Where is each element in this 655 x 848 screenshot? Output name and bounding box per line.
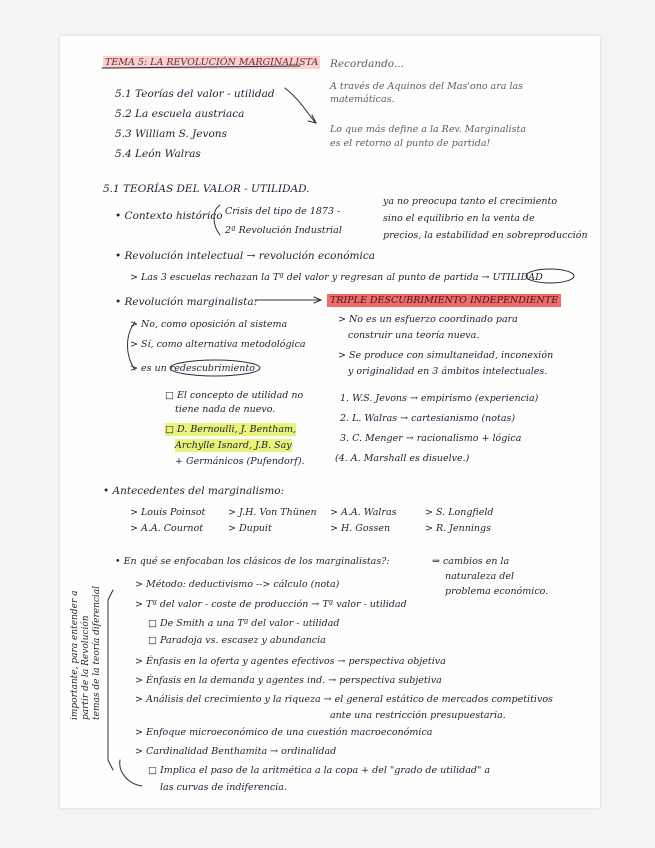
antecedente-2: > J.H. Von Thünen — [228, 507, 317, 518]
left-item-1: > No, como oposición al sistema — [130, 319, 288, 330]
toc-item-4: 5.4 León Walras — [115, 148, 201, 160]
concepto-1: □ El concepto de utilidad no — [165, 390, 304, 401]
redescubrimiento-circle — [170, 360, 260, 376]
left-item-3: > es un redescubrimiento — [130, 363, 255, 374]
triple-descubrimiento: TRIPLE DESCUBRIMIENTO INDEPENDIENTE — [327, 294, 561, 307]
enfoque-item-5: > Énfasis en la oferta y agentes efectivos → perspectiva objetiva — [135, 656, 446, 667]
contexto-label: • Contexto histórico — [115, 210, 223, 222]
toc-arrow — [285, 88, 315, 122]
section-title: 5.1 TEORÍAS DEL VALOR - UTILIDAD. — [103, 183, 310, 195]
right-item-3: > Se produce con simultaneidad, inconexión — [338, 350, 554, 361]
autores-2: Archylle Isnard, J.B. Say — [175, 440, 292, 451]
contexto-brace — [214, 205, 220, 235]
right-item-4: y originalidad en 3 ámbitos intelectuales. — [348, 366, 548, 377]
antecedente-6: > Dupuit — [228, 523, 272, 534]
marginalista-label: • Revolución marginalista: — [115, 296, 258, 308]
toc-item-2: 5.2 La escuela austriaca — [115, 108, 245, 120]
bottom-arrow — [120, 760, 142, 786]
antecedente-7: > H. Gossen — [330, 523, 391, 534]
enfoque-item-11: □ Implica el paso de la aritmética a la copa + del "grado de utilidad" a — [148, 765, 491, 776]
ambito-2: 2. L. Walras → cartesianismo (notas) — [340, 413, 516, 424]
enfoque-item-8: ante una restricción presupuestaria. — [330, 710, 506, 721]
side-bracket — [108, 590, 113, 770]
enfoque-item-9: > Enfoque microeconómico de una cuestión macroeconómica — [135, 727, 433, 738]
autores-1: □ D. Bernoulli, J. Bentham, — [165, 424, 297, 435]
side-note-line-1: importante, para entender a — [70, 590, 80, 720]
page-title: TEMA 5: LA REVOLUCIÓN MARGINALISTA — [105, 57, 319, 68]
note-title: Recordando... — [330, 58, 404, 70]
enfoque-item-4: □ Paradoja vs. escasez y abundancia — [148, 635, 326, 646]
antecedente-3: > A.A. Walras — [330, 507, 397, 518]
enfoque-item-12: las curvas de indiferencia. — [160, 782, 287, 793]
escuelas-line: > Las 3 escuelas rechazan la Tª del valor y regresan al punto de partida → UTILIDAD — [130, 272, 543, 283]
title-underline — [102, 66, 300, 68]
utilidad-circle — [526, 269, 574, 283]
note-line-2: Lo que más define a la Rev. Marginalista — [330, 124, 526, 135]
note-line-3: es el retorno al punto de partida! — [330, 138, 491, 149]
contexto-right-1: ya no preocupa tanto el crecimiento — [383, 196, 558, 207]
enfoque-item-1: > Método: deductivismo --> cálculo (nota) — [135, 579, 340, 590]
enfoque-item-6: > Énfasis en la demanda y agentes ind. → perspectiva subjetiva — [135, 675, 442, 686]
antecedente-8: > R. Jennings — [425, 523, 491, 534]
ambito-3: 3. C. Menger → racionalismo + lógica — [340, 433, 522, 444]
revolucion-line: • Revolución intelectual → revolución económica — [115, 250, 375, 262]
antecedente-5: > A.A. Cournot — [130, 523, 204, 534]
autores-3: + Germánicos (Pufendorf). — [175, 456, 305, 467]
right-item-1: > No es un esfuerzo coordinado para — [338, 314, 518, 325]
antecedentes-label: • Antecedentes del marginalismo: — [103, 485, 285, 497]
contexto-right-2: sino el equilibrio en la venta de — [383, 213, 535, 224]
enfoque-label: • En qué se enfocaban los clásicos de los marginalistas?: — [115, 556, 390, 567]
contexto-item-1: Crisis del tipo de 1873 - — [225, 206, 341, 217]
toc-item-3: 5.3 William S. Jevons — [115, 128, 227, 140]
ambito-4: (4. A. Marshall es disuelve.) — [335, 453, 470, 464]
ambito-1: 1. W.S. Jevons → empirismo (experiencia) — [340, 393, 539, 404]
contexto-item-2: 2ª Revolución Industrial — [225, 225, 342, 236]
note-line-1: A través de Aquinos del Mas'ono ara las matemáticas. — [330, 81, 524, 105]
left-brace — [128, 322, 136, 370]
toc-item-1: 5.1 Teorías del valor - utilidad — [115, 88, 275, 100]
concepto-2: tiene nada de nuevo. — [175, 404, 276, 415]
side-note-line-2: partir de la Revolución — [81, 615, 91, 720]
enfoque-right-2: naturaleza del — [445, 571, 515, 582]
antecedente-1: > Louis Poinsot — [130, 507, 206, 518]
antecedente-4: > S. Longfield — [425, 507, 494, 518]
side-note-line-3: temas de la teoría diferencial — [92, 585, 102, 720]
enfoque-item-2: > Tª del valor - coste de producción → Tª valor - utilidad — [135, 599, 407, 610]
contexto-right-3: precios, la estabilidad en sobreproducción — [383, 230, 588, 241]
enfoque-item-3: □ De Smith a una Tª del valor - utilidad — [148, 618, 340, 629]
left-item-2: > Sí, como alternativa metodológica — [130, 339, 306, 350]
right-item-2: construir una teoría nueva. — [348, 330, 480, 341]
enfoque-item-10: > Cardinalidad Benthamita → ordinalidad — [135, 746, 337, 757]
enfoque-item-7: > Análisis del crecimiento y la riqueza → el general estático de mercados competitivos — [135, 694, 553, 705]
enfoque-right-1: ⇒ cambios en la — [432, 556, 510, 567]
enfoque-right-3: problema económico. — [445, 586, 549, 597]
